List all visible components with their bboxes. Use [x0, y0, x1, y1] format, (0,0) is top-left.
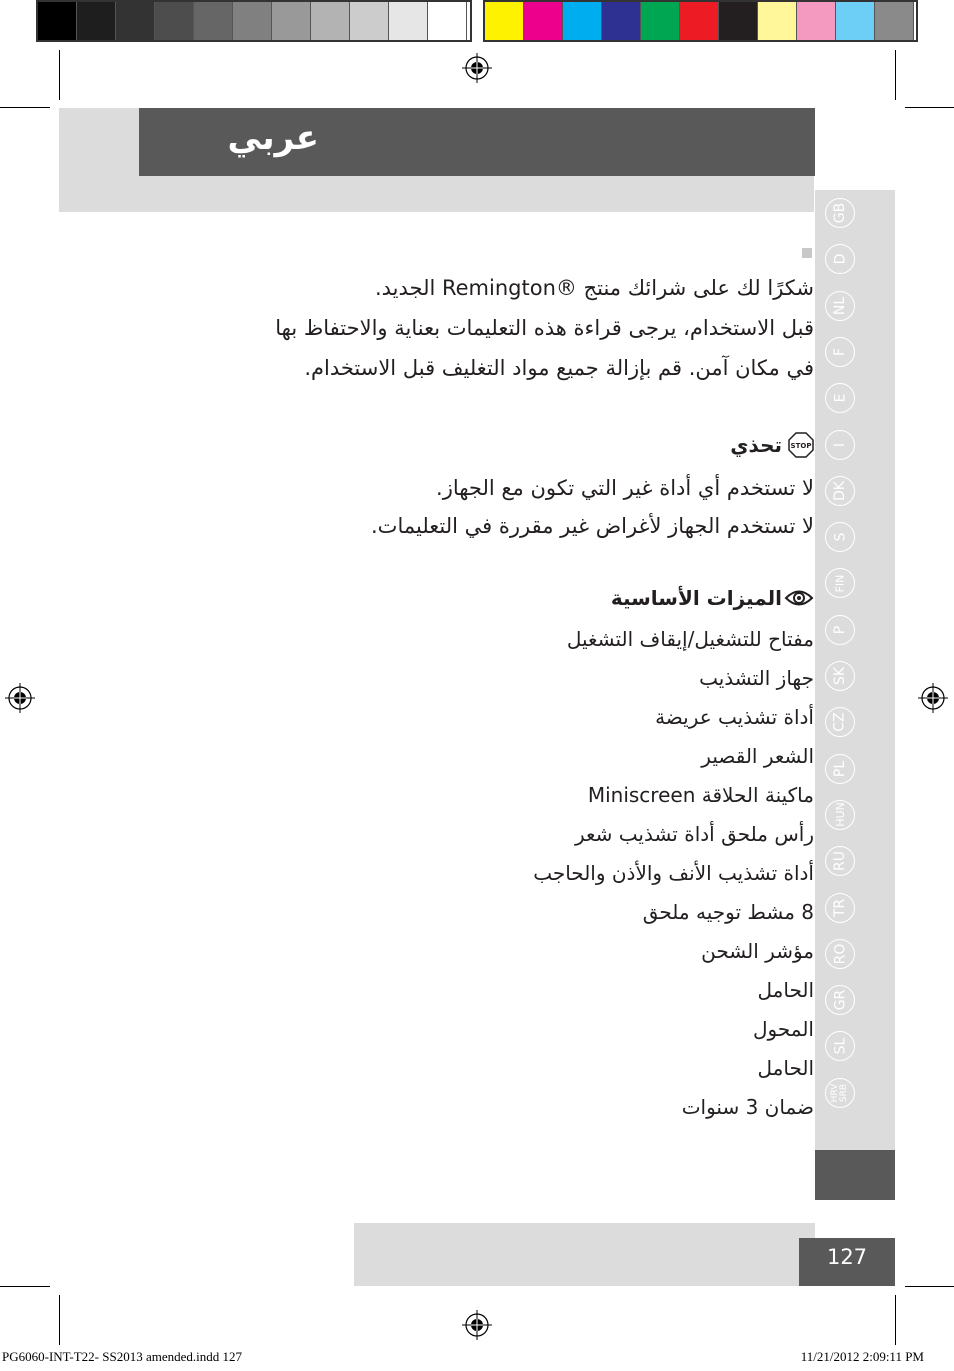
- language-tab-column: [815, 190, 895, 1200]
- feature-item: الحامل: [757, 1056, 814, 1080]
- feature-item: ماكينة الحلاقة Miniscreen: [587, 783, 814, 807]
- registration-mark-icon: [462, 53, 492, 83]
- process-color-bar: [483, 0, 918, 42]
- color-swatch: [836, 2, 875, 40]
- feature-item: ضمان 3 سنوات: [681, 1095, 814, 1119]
- page-title: عربي: [227, 118, 319, 158]
- color-swatch: [485, 2, 524, 40]
- color-swatch: [680, 2, 719, 40]
- intro-line-3: في مكان آمن. قم بإزالة جميع مواد التغليف قبل الاستخدام.: [304, 356, 814, 380]
- language-tab-label: GB: [831, 202, 848, 224]
- language-tab-label: SL: [832, 1038, 848, 1055]
- crop-mark: [905, 107, 954, 108]
- crop-mark: [0, 1286, 50, 1287]
- stop-icon-label: STOP: [790, 442, 812, 450]
- stop-icon: [788, 432, 814, 458]
- warning-title: تحذي: [730, 433, 782, 457]
- language-tab-tr[interactable]: [825, 893, 855, 923]
- feature-item: جهاز التشذيب: [699, 666, 814, 690]
- color-swatch: [389, 2, 428, 40]
- language-tab-sl[interactable]: [825, 1031, 855, 1061]
- language-tab-sk[interactable]: [825, 661, 855, 691]
- language-tab-fin[interactable]: [825, 568, 855, 598]
- language-tab-label: E: [831, 393, 848, 403]
- language-tab-label: I: [831, 442, 848, 447]
- language-tab-dk[interactable]: [825, 476, 855, 506]
- crop-mark: [59, 50, 60, 100]
- language-tab-label: CZ: [832, 712, 848, 732]
- language-tab-i[interactable]: [825, 430, 855, 460]
- registration-mark-icon: [918, 683, 948, 713]
- crop-mark: [905, 1286, 954, 1287]
- color-swatch: [272, 2, 311, 40]
- color-swatch: [875, 2, 914, 40]
- section-bullet: [802, 248, 812, 258]
- intro-line-2: قبل الاستخدام، يرجى قراءة هذه التعليمات بعناية والاحتفاظ بها: [275, 316, 814, 340]
- language-tab-hun[interactable]: [825, 800, 855, 830]
- language-tab-p[interactable]: [825, 615, 855, 645]
- language-tab-s[interactable]: [825, 522, 855, 552]
- color-swatch: [38, 2, 77, 40]
- language-tab-nl[interactable]: [825, 291, 855, 321]
- language-tab-label: HRV SRB: [830, 1083, 849, 1103]
- registration-mark-icon: [462, 1310, 492, 1340]
- language-tab-cz[interactable]: [825, 707, 855, 737]
- warning-line-2: لا تستخدم الجهاز لأغراض غير مقررة في التعليمات.: [371, 514, 814, 538]
- color-swatch: [797, 2, 836, 40]
- feature-item: الحامل: [757, 978, 814, 1002]
- features-heading: [611, 586, 814, 610]
- title-banner: [139, 108, 815, 176]
- color-swatch: [77, 2, 116, 40]
- warning-heading: [730, 432, 814, 458]
- feature-item: 8 مشط توجيه ملحق: [642, 900, 814, 924]
- language-tab-pl[interactable]: [825, 754, 855, 784]
- feature-item: رأس ملحق أداة تشذيب شعر: [574, 822, 814, 846]
- crop-mark: [895, 1295, 896, 1345]
- language-tab-label: D: [832, 253, 848, 265]
- color-swatch: [641, 2, 680, 40]
- language-tab-d[interactable]: [825, 244, 855, 274]
- feature-item: أداة تشذيب عريضة: [655, 705, 814, 729]
- page-number: 127: [799, 1238, 895, 1286]
- language-tab-label: HUN: [833, 802, 847, 828]
- language-tab-label: SK: [831, 666, 848, 686]
- footer-band: [354, 1223, 815, 1286]
- language-tab-e[interactable]: [825, 383, 855, 413]
- slug-file-info: PG6060-INT-T22- SS2013 amended.indd 127: [2, 1349, 243, 1364]
- language-tab-ru[interactable]: [825, 846, 855, 876]
- color-swatch: [602, 2, 641, 40]
- language-tab-gr[interactable]: [825, 985, 855, 1015]
- language-tab-label: S: [831, 532, 848, 542]
- feature-item: أداة تشذيب الأنف والأذن والحاجب: [533, 861, 814, 885]
- color-swatch: [563, 2, 602, 40]
- active-language-marker: [815, 1150, 895, 1200]
- feature-item: مفتاح للتشغيل/إيقاف التشغيل: [566, 627, 814, 651]
- crop-mark: [0, 107, 50, 108]
- feature-item: المحول: [753, 1017, 814, 1041]
- language-tab-f[interactable]: [825, 337, 855, 367]
- language-tab-label: F: [832, 347, 848, 356]
- grey-color-bar: [36, 0, 472, 42]
- language-tab-label: FIN: [833, 574, 847, 593]
- language-tab-label: NL: [832, 296, 848, 315]
- intro-line-1: شكرًا لك على شرائك منتج ®Remington الجديد.: [374, 276, 814, 300]
- feature-item: الشعر القصير: [701, 744, 814, 768]
- registration-mark-icon: [5, 683, 35, 713]
- color-swatch: [311, 2, 350, 40]
- crop-mark: [895, 50, 896, 100]
- language-tab-label: GR: [831, 989, 848, 1011]
- language-tab-label: PL: [832, 760, 848, 777]
- color-swatch: [524, 2, 563, 40]
- color-swatch: [155, 2, 194, 40]
- language-tab-label: RO: [832, 943, 848, 965]
- language-tab-label: RU: [831, 851, 848, 872]
- warning-line-1: لا تستخدم أي أداة غير التي تكون مع الجهاز.: [436, 476, 814, 500]
- language-tab-label: TR: [832, 898, 848, 917]
- color-swatch: [719, 2, 758, 40]
- language-tab-ro[interactable]: [825, 939, 855, 969]
- language-tab-gb[interactable]: [825, 198, 855, 228]
- crop-mark: [59, 1295, 60, 1345]
- features-title: الميزات الأساسية: [610, 586, 782, 610]
- slug-date-time: 11/21/2012 2:09:11 PM: [800, 1349, 924, 1364]
- feature-item: مؤشر الشحن: [701, 939, 814, 963]
- color-swatch: [428, 2, 467, 40]
- language-tab-label: P: [831, 625, 848, 634]
- color-swatch: [194, 2, 233, 40]
- color-swatch: [758, 2, 797, 40]
- language-tab-label: DK: [832, 480, 848, 501]
- color-swatch: [233, 2, 272, 40]
- color-swatch: [350, 2, 389, 40]
- language-tab-hrv-srb[interactable]: [825, 1078, 855, 1108]
- eye-icon: [784, 587, 814, 609]
- color-swatch: [116, 2, 155, 40]
